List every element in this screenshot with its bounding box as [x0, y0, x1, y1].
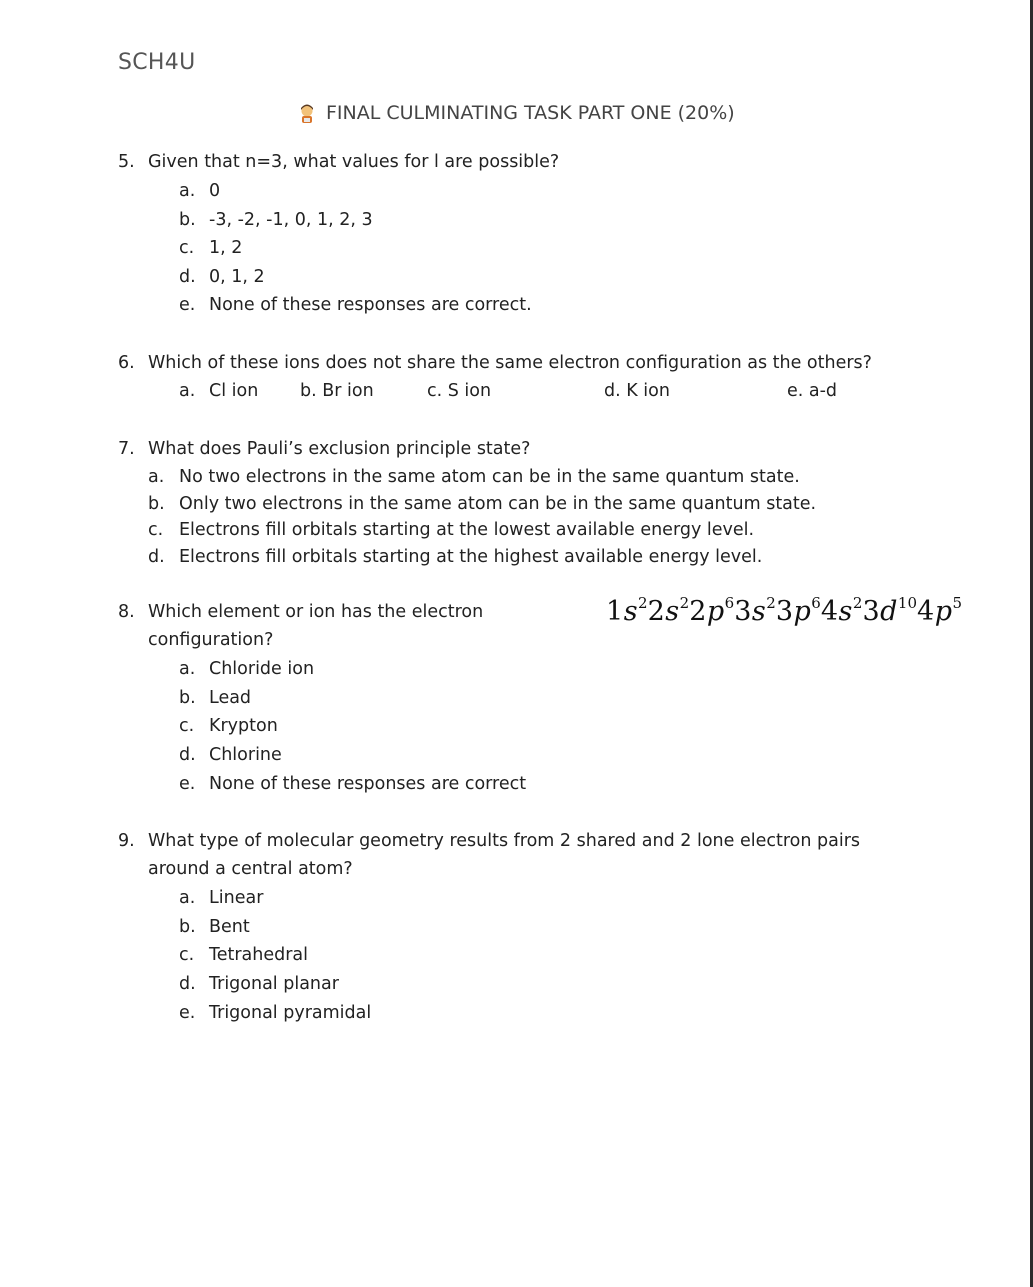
- question-text-line2: configuration?: [148, 630, 274, 650]
- option-letter: b.: [179, 917, 196, 937]
- option-text: 0: [209, 181, 221, 201]
- option-text: 1, 2: [209, 238, 243, 258]
- option-letter: c.: [179, 716, 195, 736]
- option-letter: b.: [148, 494, 165, 514]
- option-text: Trigonal planar: [209, 974, 339, 994]
- option-letter: d.: [179, 974, 196, 994]
- question-number: 6.: [118, 353, 135, 373]
- option-letter: a.: [148, 467, 165, 487]
- option-text: No two electrons in the same atom can be in the same quantum state.: [179, 467, 800, 487]
- config-term: $4s^2$: [820, 594, 863, 627]
- question-number: 9.: [118, 831, 135, 851]
- option-text: 0, 1, 2: [209, 267, 265, 287]
- course-code: SCH4U: [118, 50, 196, 75]
- option-text: Bent: [209, 917, 250, 937]
- question-text: Given that n=3, what values for l are possible?: [148, 152, 560, 172]
- option-inline: e. a-d: [787, 381, 838, 401]
- option-letter: e.: [179, 1003, 196, 1023]
- option-text: Only two electrons in the same atom can be in the same quantum state.: [179, 494, 817, 514]
- option-letter: d.: [148, 547, 165, 567]
- student-emoji-icon: [296, 102, 318, 124]
- option-text: Trigonal pyramidal: [209, 1003, 372, 1023]
- electron-configuration: [606, 596, 962, 627]
- page-title-text: FINAL CULMINATING TASK PART ONE (20%): [326, 102, 735, 124]
- option-letter: a.: [179, 888, 196, 908]
- option-text: Linear: [209, 888, 264, 908]
- option-letter: d.: [179, 267, 196, 287]
- option-letter: b.: [179, 210, 196, 230]
- option-text: None of these responses are correct: [209, 774, 527, 794]
- option-letter: c.: [179, 238, 195, 258]
- question-number: 8.: [118, 602, 135, 622]
- question-number: 5.: [118, 152, 135, 172]
- option-letter: a.: [179, 659, 196, 679]
- config-term: $3d^{10}$: [862, 594, 918, 627]
- question-text-line2: around a central atom?: [148, 859, 353, 879]
- question-text-line1: What type of molecular geometry results from 2 shared and 2 lone electron pairs: [148, 831, 861, 851]
- option-inline: b. Br ion: [300, 381, 374, 401]
- option-text: Cl ion: [209, 381, 259, 401]
- config-term: $1s^2$: [606, 594, 648, 627]
- option-letter: a.: [179, 381, 196, 401]
- option-letter: c.: [148, 520, 164, 540]
- question-text-line1: Which element or ion has the electron: [148, 602, 484, 622]
- option-text: None of these responses are correct.: [209, 295, 532, 315]
- config-term: $2s^2$: [647, 594, 690, 627]
- option-text: Lead: [209, 688, 252, 708]
- question-text: Which of these ions does not share the same electron configuration as the others?: [148, 353, 872, 373]
- option-text: -3, -2, -1, 0, 1, 2, 3: [209, 210, 373, 230]
- config-term: $2p^6$: [689, 594, 735, 627]
- page-title: [296, 102, 735, 124]
- option-text: Tetrahedral: [209, 945, 309, 965]
- option-text: Electrons fill orbitals starting at the lowest available energy level.: [179, 520, 755, 540]
- option-text: Krypton: [209, 716, 278, 736]
- option-inline: d. K ion: [604, 381, 670, 401]
- option-letter: b.: [179, 688, 196, 708]
- option-inline: c. S ion: [427, 381, 492, 401]
- option-text: Electrons fill orbitals starting at the highest available energy level.: [179, 547, 763, 567]
- option-letter: d.: [179, 745, 196, 765]
- option-text: Chlorine: [209, 745, 282, 765]
- option-letter: e.: [179, 295, 196, 315]
- option-letter: a.: [179, 181, 196, 201]
- config-term: $4p^5$: [917, 594, 963, 627]
- option-letter: e.: [179, 774, 196, 794]
- option-letter: c.: [179, 945, 195, 965]
- option-text: Chloride ion: [209, 659, 315, 679]
- config-term: $3s^2$: [734, 594, 776, 627]
- question-number: 7.: [118, 439, 135, 459]
- question-text: What does Pauli’s exclusion principle state?: [148, 439, 531, 459]
- config-term: $3p^6$: [775, 594, 821, 627]
